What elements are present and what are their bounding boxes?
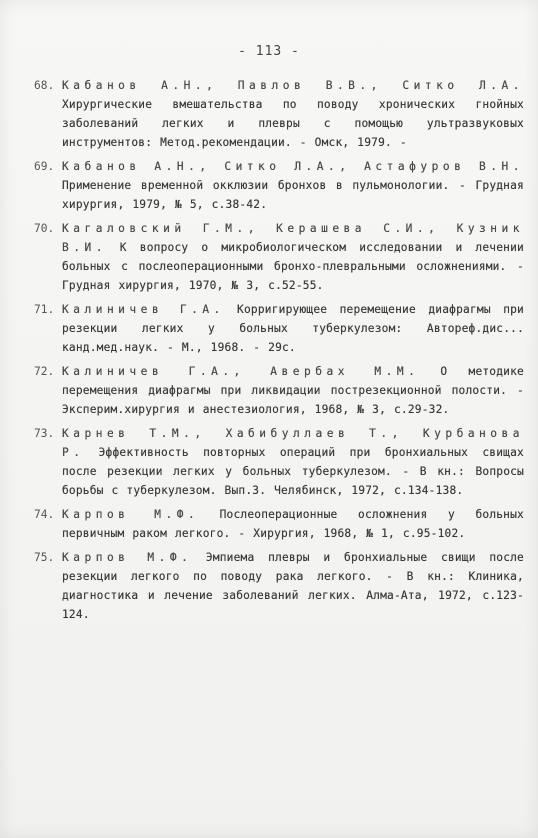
reference-body: Хирургические вмешательства по поводу хронических гнойных заболеваний легких и плевры с помощью ультразвуковых инструментов: Метод.рекомендации. - Омск, 1979. - xyxy=(62,98,524,149)
reference-item xyxy=(34,219,524,295)
reference-number: 74. xyxy=(34,508,55,521)
reference-number: 69. xyxy=(34,160,55,173)
reference-text xyxy=(62,76,524,152)
reference-text xyxy=(62,219,524,295)
reference-authors: Карпов М.Ф. xyxy=(62,508,200,521)
reference-body: Эффективность повторных операций при бронхиальных свищах после резекции легких у больных туберкулезом. - В кн.: Вопросы борьбы с туберкулезом. Вып.3. Челябинск, 1972, с.134-138. xyxy=(62,446,524,497)
reference-text xyxy=(62,424,524,500)
reference-authors: Калиничев Г.А., Авербах М.М. xyxy=(62,365,420,378)
reference-number: 73. xyxy=(34,427,55,440)
reference-body: Послеоперационные осложнения у больных первичным раком легкого. - Хирургия, 1968, № 1, с.95-102. xyxy=(62,508,524,540)
reference-item xyxy=(34,300,524,357)
reference-authors: Карпов М.Ф. xyxy=(62,551,193,564)
reference-body: К вопросу о микробиологическом исследовании и лечении больных с послеоперационными бронхо-плевральными осложнениями. - Грудная хирургия, 1970, № 3, с.52-55. xyxy=(62,241,524,292)
reference-number: 68. xyxy=(34,79,55,92)
reference-item xyxy=(34,157,524,214)
reference-text xyxy=(62,157,524,214)
reference-item xyxy=(34,362,524,419)
reference-item xyxy=(34,424,524,500)
reference-number: 70. xyxy=(34,222,55,235)
reference-body: О методике перемещения диафрагмы при ликвидации пострезекционной полости. - Эксперим.хирургия и анестезиология, 1968, № 3, с.29-32. xyxy=(62,365,524,416)
reference-authors: Карнев Т.М., Хабибуллаев Т., Курбанова Р. xyxy=(62,427,524,459)
reference-item xyxy=(34,76,524,152)
reference-authors: Кагаловский Г.М., Керашева С.И., Кузник В.И. xyxy=(62,222,524,254)
reference-number: 71. xyxy=(34,303,55,316)
reference-number: 72. xyxy=(34,365,55,378)
reference-authors: Калиничев Г.А. xyxy=(62,303,225,316)
reference-text xyxy=(62,300,524,357)
reference-authors: Кабанов А.Н., Ситко Л.А., Астафуров В.Н. xyxy=(62,160,524,173)
reference-item xyxy=(34,548,524,624)
reference-text xyxy=(62,548,524,624)
page-number: - 113 - xyxy=(238,44,300,59)
reference-authors: Кабанов А.Н., Павлов В.В., Ситко Л.А. xyxy=(62,79,524,92)
reference-body: Применение временной окклюзии бронхов в пульмонологии. - Грудная хирургия, 1979, № 5, с.38-42. xyxy=(62,179,524,211)
reference-text xyxy=(62,505,524,543)
reference-text xyxy=(62,362,524,419)
reference-body: Эмпиема плевры и бронхиальные свищи после резекции легкого по поводу рака легкого. - В кн.: Клиника, диагностика и лечение заболеваний легких. Алма-Ата, 1972, с.123-124. xyxy=(62,551,524,621)
reference-item xyxy=(34,505,524,543)
reference-number: 75. xyxy=(34,551,55,564)
reference-body: Корригирующее перемещение диафрагмы при резекции легких у больных туберкулезом: Автореф.дис... канд.мед.наук. - М., 1968. - 29с. xyxy=(62,303,524,354)
reference-list xyxy=(34,76,524,629)
